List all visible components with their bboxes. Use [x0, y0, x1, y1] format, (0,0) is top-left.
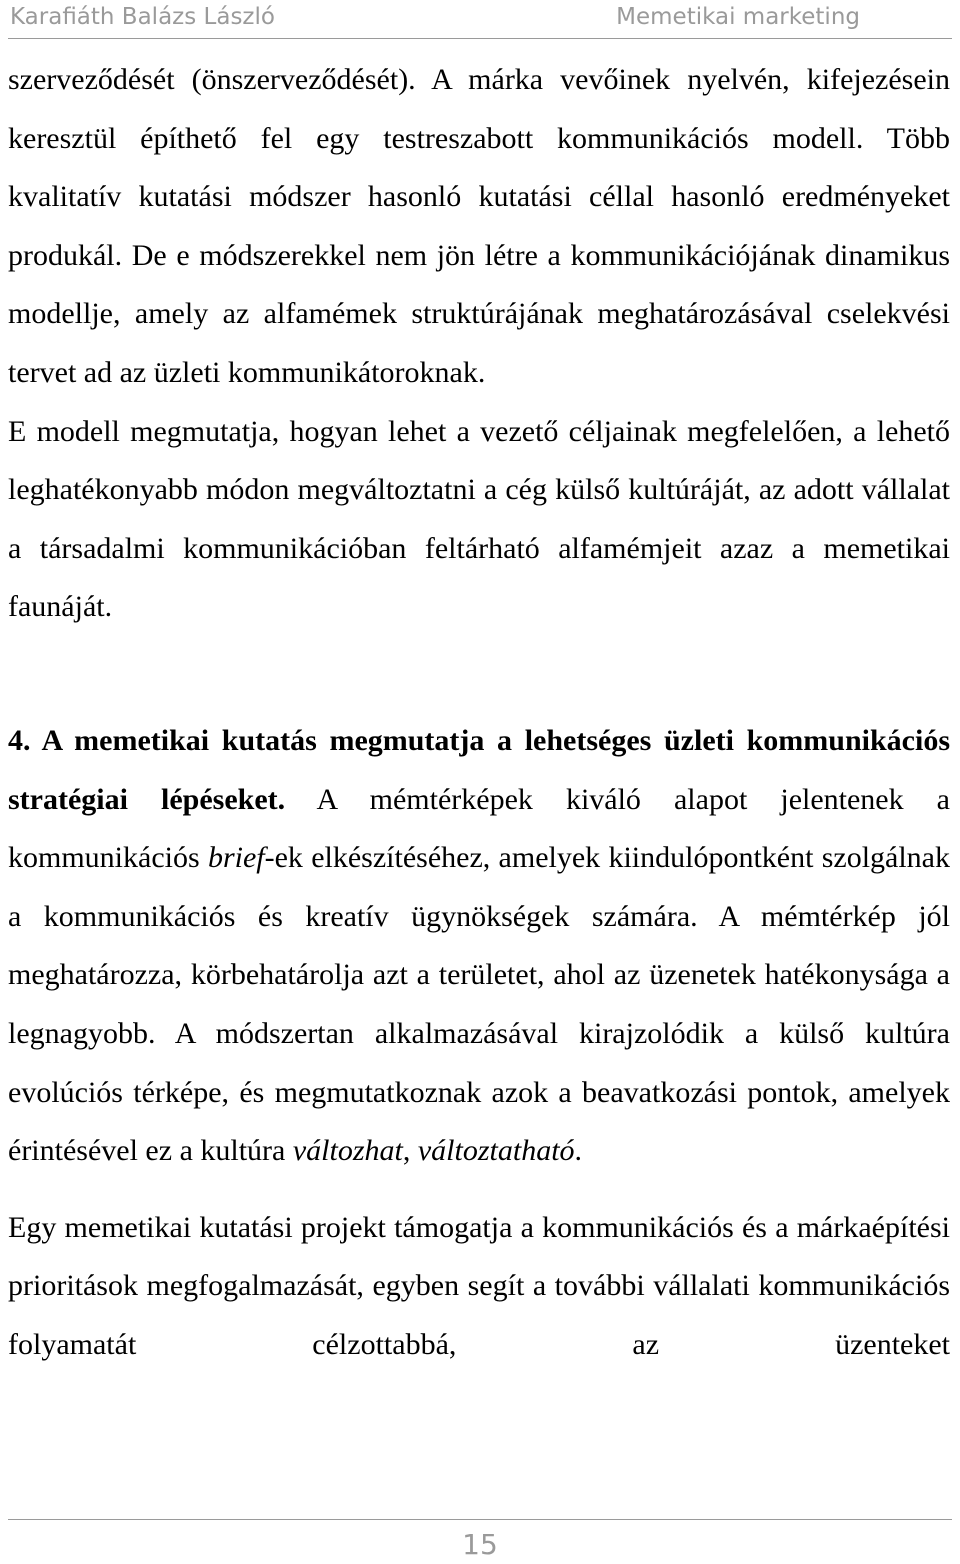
paragraph-3-italic-valtozhat: változhat: [292, 1134, 403, 1168]
paragraph-2: E modell megmutatja, hogyan lehet a vezető céljainak megfelelően, a lehető leghatékonyabb módon megváltoztatni a cég külső kultúráját, az adott vállalat a társadalmi kommunikációban feltárható alfamémjeit azaz a memetikai faunáját.: [8, 414, 950, 624]
paragraph-3-text-d: .: [574, 1134, 583, 1168]
paragraph-1: szerveződését (önszerveződését). A márka vevőinek nyelvén, kifejezésein keresztül építhető fel egy testreszabott kommunikációs modell. Több kvalitatív kutatási módszer hasonló kutatási céllal hasonló eredményeket produkál. De e módszerekkel nem jön létre a kommunikációjának dinamikus modellje, amely az alfamémek struktúrájának meghatározásával cselekvési tervet ad az üzleti kommunikátoroknak.: [8, 63, 950, 389]
header-author: Karafiáth Balázs László: [10, 4, 275, 30]
paragraph-3-text-b: -ek elkészítéséhez, amelyek kiindulópontként szolgálnak a kommunikációs és kreatív ügynökségek számára. A mémtérkép jól meghatározza, körbehatárolja azt a területet, ahol az üzenetek hatékonysága a legnagyobb. A módszertan alkalmazásával kirajzolódik a külső kultúra evolúciós térképe, és megmutatkoznak azok a beavatkozási pontok, amelyek érintésével ez a kultúra: [8, 841, 950, 1168]
paragraph-3-text-c: ,: [402, 1134, 418, 1168]
footer-rule: [8, 1519, 952, 1520]
section-heading: 4. A memetikai kutatás megmutatja a lehetséges üzleti kommunikációs stratégiai lépéseket.: [8, 723, 950, 816]
header-title: Memetikai marketing: [616, 4, 860, 30]
paragraph-3-italic-valtoztathato: változtatható: [417, 1134, 575, 1168]
paragraph-3: [8, 712, 950, 1181]
body-text: [8, 51, 950, 1374]
paragraph-3-italic-brief: brief: [207, 841, 265, 875]
paragraph-3-text-a: A mémtérképek kiváló alapot jelentenek a kommunikációs: [8, 782, 950, 875]
paragraph-4: Egy memetikai kutatási projekt támogatja a kommunikációs és a márkaépítési prioritások megfogalmazását, egyben segít a további vállalati kommunikációs folyamatát célzottabbá, az üzenteket: [8, 1210, 950, 1361]
page-header: [8, 0, 952, 39]
page-number: 15: [462, 1528, 498, 1561]
